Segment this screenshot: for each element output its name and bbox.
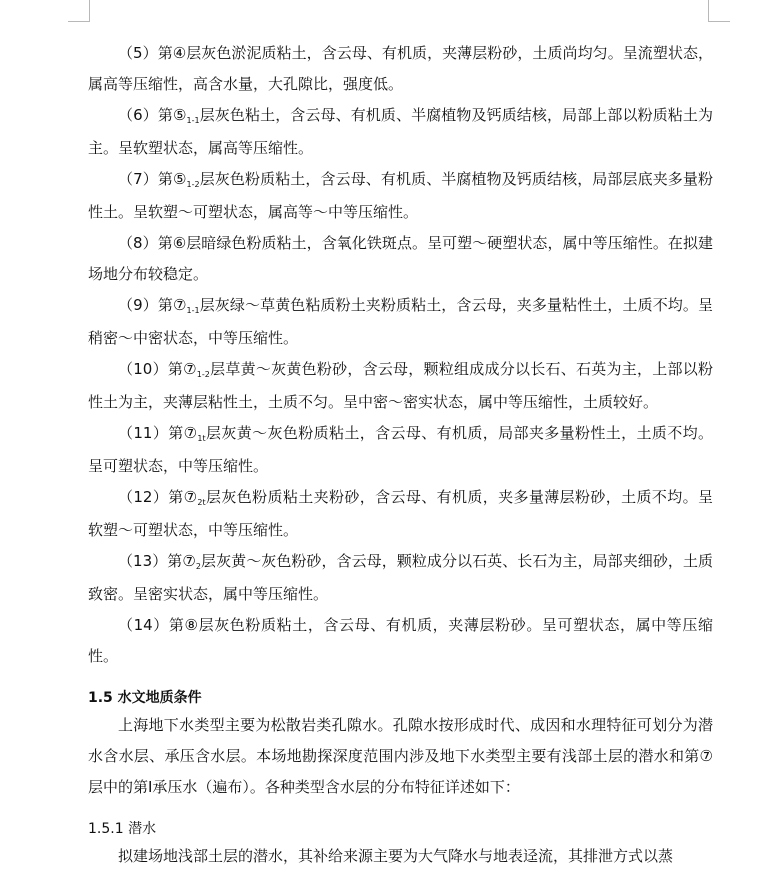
layer-paragraph [88,100,713,164]
layer-subscript: 1-1 [186,306,200,315]
layer-paragraph [88,482,713,546]
soil-layer-list [88,38,713,672]
document-body [88,38,713,872]
layer-subscript: 1-2 [196,370,210,379]
layer-text: 第⑦ [168,424,198,442]
layer-number: （7） [118,170,158,188]
layer-paragraph [88,610,713,672]
layer-number: （12） [118,488,169,506]
layer-text: 第⑦ [167,360,197,378]
section-heading-1-5-1: 1.5.1 潜水 [88,821,157,837]
layer-paragraph [88,418,713,482]
layer-subscript: 2t [197,498,206,507]
layer-subscript: 1-1 [186,116,200,125]
layer-subscript: 1t [197,434,206,443]
layer-text: 第⑦ [157,296,187,314]
layer-text-continued: 层灰黄～灰色粉砂，含云母，颗粒成分以石英、长石为主，局部夹细砂，土质致密。呈密实状态，属中等压缩性。 [88,552,714,603]
layer-number: （8） [118,234,158,252]
layer-number: （14） [118,616,169,634]
layer-text-continued: 层灰色粉质粘土，含云母、有机质、半腐植物及钙质结核，局部层底夹多量粉性土。呈软塑～可塑状态，属高等～中等压缩性。 [88,170,714,221]
layer-text-continued: 层灰绿～草黄色粘质粉土夹粉质粘土，含云母，夹多量粘性土，土质不均。呈稍密～中密状态，中等压缩性。 [88,296,714,347]
layer-text-continued: 层灰黄～灰色粉质粘土，含云母、有机质，局部夹多量粉性土，土质不均。呈可塑状态，中等压缩性。 [88,424,713,475]
layer-paragraph [88,164,713,228]
section-body-1-5-1: 拟建场地浅部土层的潜水，其补给来源主要为大气降水与地表迳流，其排泄方式以蒸 [118,847,674,865]
layer-number: （6） [118,106,158,124]
layer-subscript: 1-2 [186,180,200,189]
layer-number: （11） [118,424,169,442]
layer-subscript: 2 [195,562,201,571]
layer-text: 第④层灰色淤泥质粘土，含云母、有机质，夹薄层粉砂，土质尚均匀。呈流塑状态，属高等压缩性，高含水量，大孔隙比，强度低。 [88,44,714,93]
layer-text: 第⑦ [168,488,198,506]
layer-paragraph [88,354,713,418]
layer-number: （13） [118,552,168,570]
header-crop-mark-left [68,0,90,22]
layer-text-continued: 层草黄～灰黄色粉砂，含云母，颗粒组成成分以长石、石英为主，上部以粉性土为主，夹薄层粘性土，土质不匀。呈中密～密实状态，属中等压缩性，土质较好。 [88,360,713,411]
layer-paragraph [88,290,713,354]
layer-number: （9） [118,296,158,314]
layer-text: 第⑧层灰色粉质粘土，含云母、有机质，夹薄层粉砂。呈可塑状态，属中等压缩性。 [88,616,714,665]
section-heading-1-5: 1.5 水文地质条件 [88,690,202,706]
layer-text: 第⑦ [167,552,196,570]
layer-number: （10） [118,360,168,378]
layer-text-continued: 层灰色粘土，含云母、有机质、半腐植物及钙质结核，局部上部以粉质粘土为主。呈软塑状态，属高等压缩性。 [88,106,714,157]
layer-text: 第⑥层暗绿色粉质粘土，含氧化铁斑点。呈可塑～硬塑状态，属中等压缩性。在拟建场地分布较稳定。 [88,234,714,283]
layer-paragraph [88,38,713,100]
layer-text-continued: 层灰色粉质粘土夹粉砂，含云母、有机质，夹多量薄层粉砂，土质不均。呈软塑～可塑状态，中等压缩性。 [88,488,713,539]
layer-text: 第⑤ [157,170,187,188]
layer-text: 第⑤ [157,106,187,124]
layer-paragraph [88,228,713,290]
header-crop-mark-right [708,0,730,22]
layer-paragraph [88,546,713,610]
section-body-1-5: 上海地下水类型主要为松散岩类孔隙水。孔隙水按形成时代、成因和水理特征可划分为潜水含水层、承压含水层。本场地勘探深度范围内涉及地下水类型主要有浅部土层的潜水和第⑦层中的第Ⅰ承压水（遍布）。各种类型含水层的分布特征详述如下： [88,716,713,796]
layer-number: （5） [118,44,158,62]
